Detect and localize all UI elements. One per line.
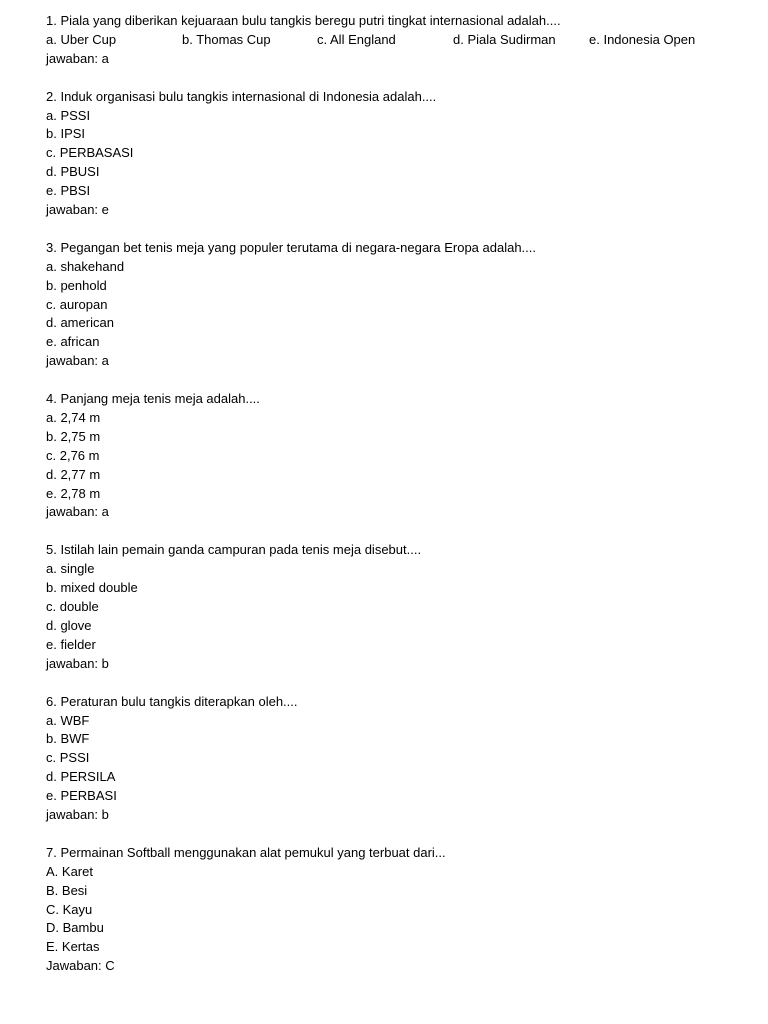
document-page — [46, 12, 746, 995]
option-e: e. Indonesia Open — [589, 31, 696, 47]
option-c: c. PERBASASI — [46, 145, 134, 161]
question-text: 7. Permainan Softball menggunakan alat pemukul yang terbuat dari... — [46, 844, 446, 860]
option-d: d. PERSILA — [46, 769, 116, 785]
option-c: c. 2,76 m — [46, 447, 100, 463]
answer-text: jawaban: a — [46, 504, 109, 520]
option-e: E. Kertas — [46, 939, 100, 955]
option-e: e. PBSI — [46, 183, 91, 199]
question-4 — [46, 390, 746, 522]
question-3 — [46, 239, 746, 371]
option-c: c. PSSI — [46, 750, 90, 766]
option-d: d. PBUSI — [46, 164, 100, 180]
question-text: 1. Piala yang diberikan kejuaraan bulu tangkis beregu putri tingkat internasional adalah.... — [46, 13, 561, 28]
option-b: b. penhold — [46, 277, 107, 293]
question-2 — [46, 88, 746, 220]
option-e: e. fielder — [46, 636, 96, 652]
option-c: c. auropan — [46, 296, 108, 312]
option-d: D. Bambu — [46, 920, 104, 936]
option-b: b. Thomas Cup — [182, 31, 271, 47]
option-c: c. double — [46, 599, 99, 615]
option-b: B. Besi — [46, 882, 88, 898]
question-text: 2. Induk organisasi bulu tangkis internasional di Indonesia adalah.... — [46, 88, 437, 104]
option-a: a. PSSI — [46, 107, 91, 123]
option-d: d. 2,77 m — [46, 466, 101, 482]
option-b: b. mixed double — [46, 580, 138, 596]
question-6 — [46, 693, 746, 825]
answer-text: jawaban: b — [46, 806, 109, 822]
option-c: c. All England — [317, 31, 396, 47]
answer-text: Jawaban: C — [46, 958, 115, 974]
question-text: 5. Istilah lain pemain ganda campuran pada tenis meja disebut.... — [46, 542, 422, 558]
option-d: d. american — [46, 315, 114, 331]
answer-text: jawaban: b — [46, 655, 109, 671]
option-b: b. IPSI — [46, 126, 86, 142]
answer-text: jawaban: a — [46, 50, 109, 66]
option-a: a. single — [46, 561, 95, 577]
question-1 — [46, 12, 746, 69]
option-a: a. shakehand — [46, 258, 125, 274]
question-text: 6. Peraturan bulu tangkis diterapkan oleh.... — [46, 693, 298, 709]
option-a: a. WBF — [46, 712, 90, 728]
answer-text: jawaban: a — [46, 353, 109, 369]
option-d: d. Piala Sudirman — [453, 31, 556, 47]
option-e: e. african — [46, 334, 100, 350]
option-e: e. 2,78 m — [46, 485, 101, 501]
question-5 — [46, 541, 746, 673]
answer-text: jawaban: e — [46, 202, 109, 218]
option-a: a. Uber Cup — [46, 31, 117, 47]
question-text: 3. Pegangan bet tenis meja yang populer terutama di negara-negara Eropa adalah.... — [46, 239, 537, 255]
option-c: C. Kayu — [46, 901, 93, 917]
options-row — [46, 31, 746, 50]
question-text: 4. Panjang meja tenis meja adalah.... — [46, 391, 260, 407]
option-a: A. Karet — [46, 863, 93, 879]
option-a: a. 2,74 m — [46, 410, 101, 426]
option-d: d. glove — [46, 617, 92, 633]
option-b: b. 2,75 m — [46, 428, 101, 444]
option-b: b. BWF — [46, 731, 90, 747]
question-7 — [46, 844, 746, 976]
option-e: e. PERBASI — [46, 788, 117, 804]
